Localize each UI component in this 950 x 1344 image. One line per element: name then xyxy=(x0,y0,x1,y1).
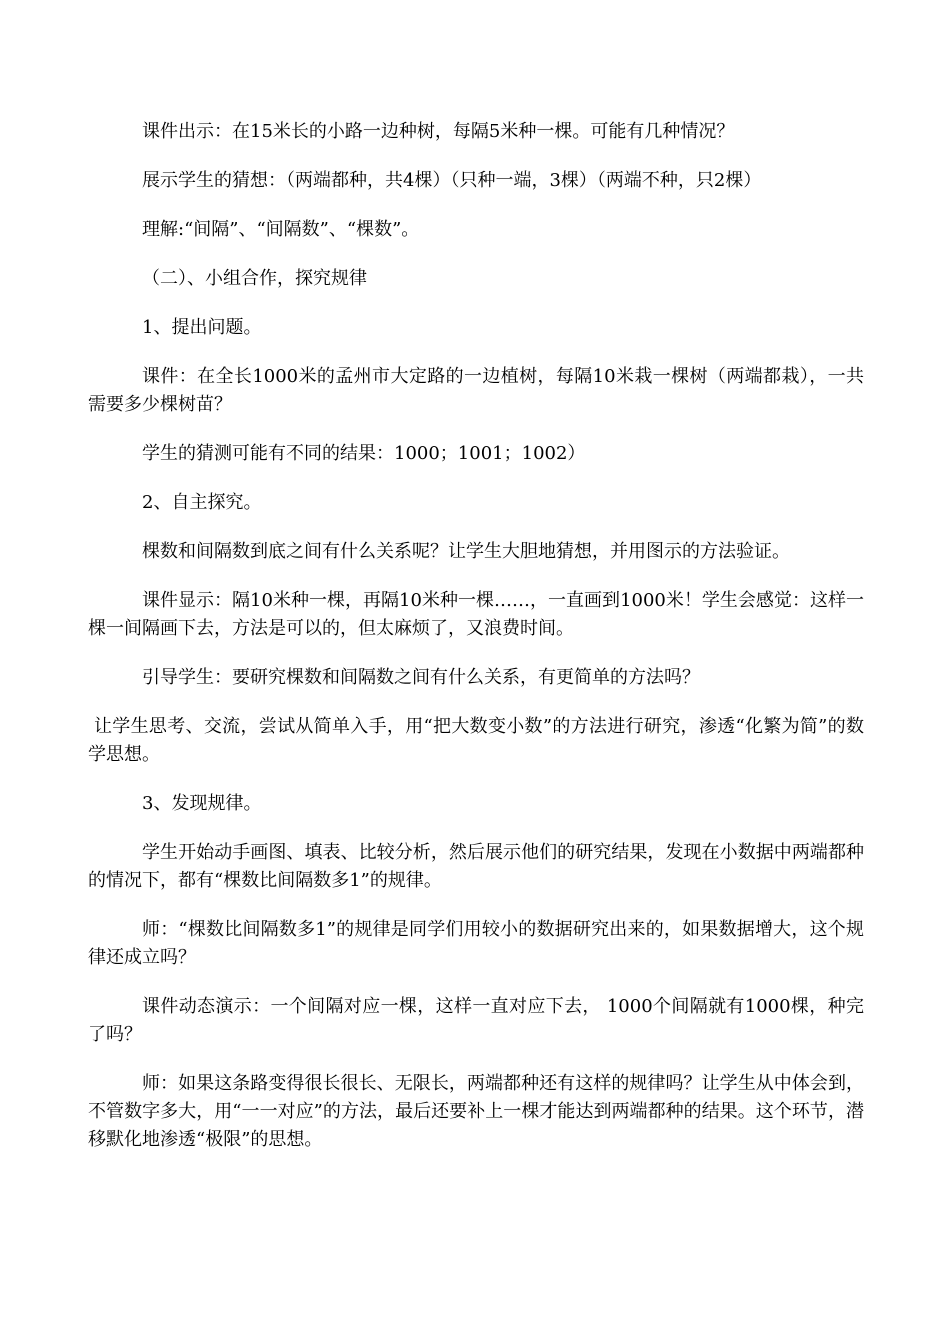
paragraph-courseware-intro: 课件出示：在15米长的小路一边种树，每隔5米种一棵。可能有几种情况？ xyxy=(142,121,735,142)
step-heading-discover-rule: 3、发现规律。 xyxy=(142,793,262,814)
paragraph-student-predictions: 学生的猜测可能有不同的结果：1000；1001；1002） xyxy=(142,443,586,464)
paragraph-understanding: 理解:“间隔”、“间隔数”、“棵数”。 xyxy=(142,219,420,240)
paragraph-teacher-question: 师：“棵数比间隔数多1”的规律是同学们用较小的数据研究出来的，如果数据增大，这个规律还成立吗？ xyxy=(88,919,864,968)
document-page xyxy=(88,118,864,1175)
paragraph-guide-students: 引导学生：要研究棵数和间隔数之间有什么关系，有更简单的方法吗？ xyxy=(142,667,700,688)
paragraph-student-guesses: 展示学生的猜想：（两端都种，共4棵）（只种一端，3棵）（两端不种，只2棵） xyxy=(142,170,762,191)
paragraph-student-findings: 学生开始动手画图、填表、比较分析，然后展示他们的研究结果，发现在小数据中两端都种的情况下，都有“棵数比间隔数多1”的规律。 xyxy=(88,842,864,891)
paragraph-dynamic-demo: 课件动态演示：一个间隔对应一棵，这样一直对应下去， 1000个间隔就有1000棵，种完了吗？ xyxy=(88,996,864,1045)
step-heading-self-explore: 2、自主探究。 xyxy=(142,492,262,513)
paragraph-courseware-display: 课件显示：隔10米种一棵，再隔10米种一棵……，一直画到1000米！学生会感觉：这样一棵一间隔画下去，方法是可以的，但太麻烦了，又浪费时间。 xyxy=(88,590,864,639)
paragraph-relationship-question: 棵数和间隔数到底之间有什么关系呢？让学生大胆地猜想，并用图示的方法验证。 xyxy=(142,541,790,562)
step-heading-pose-question: 1、提出问题。 xyxy=(142,317,262,338)
paragraph-courseware-problem: 课件：在全长1000米的孟州市大定路的一边植树，每隔10米栽一棵树（两端都栽），一共需要多少棵树苗？ xyxy=(88,366,864,415)
paragraph-simplify-idea: 让学生思考、交流，尝试从简单入手，用“把大数变小数”的方法进行研究，渗透“化繁为简”的数学思想。 xyxy=(88,716,864,765)
paragraph-limit-idea: 师：如果这条路变得很长很长、无限长，两端都种还有这样的规律吗？让学生从中体会到，不管数字多大，用“一一对应”的方法，最后还要补上一棵才能达到两端都种的结果。这个环节，潜移默化地渗透“极限”的思想。 xyxy=(88,1073,864,1150)
section-heading-group-work: （二）、小组合作，探究规律 xyxy=(142,268,367,289)
